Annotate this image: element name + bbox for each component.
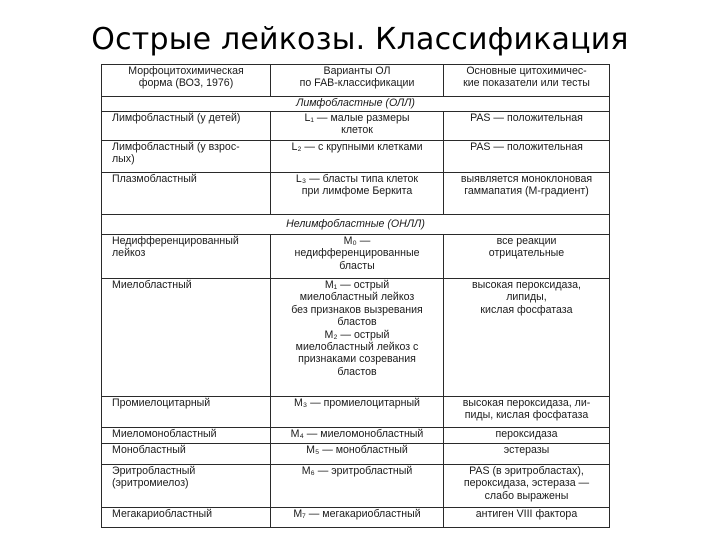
cell-text-line: Миелобластный [112, 279, 192, 291]
cell-text-line: PAS — положительная [470, 141, 583, 153]
cell-text-line: липиды, [506, 291, 547, 304]
cell-text-line: высокая пероксидаза, ли- [462, 397, 591, 409]
cell-fab-variant [271, 279, 444, 397]
header-cytochem-tests: Основные цитохимичес- кие показатели или тесты [444, 65, 610, 97]
cell-text-line: высокая пероксидаза, [471, 279, 581, 291]
cell-form [102, 508, 271, 528]
cell-cytochem-test [444, 465, 610, 508]
cell-fab-variant [271, 428, 444, 444]
cell-fab-variant [271, 508, 444, 528]
cell-form [102, 444, 271, 465]
cell-text-line: Плазмобластный [112, 173, 197, 185]
cell-fab-variant [271, 112, 444, 141]
cell-text-line: лых) [112, 153, 135, 166]
cell-cytochem-test [444, 444, 610, 465]
table-row [102, 279, 610, 397]
cell-cytochem-test [444, 235, 610, 279]
header-morph-form: Морфоцитохимическая форма (ВОЗ, 1976) [102, 65, 271, 97]
cell-text-line: M₂ — острый [324, 328, 390, 341]
cell-form [102, 465, 271, 508]
cell-text-line: без признаков вызревания [291, 303, 423, 316]
section-row-all [102, 97, 610, 112]
cell-fab-variant [271, 235, 444, 279]
cell-form [102, 397, 271, 428]
cell-text-line: пиды, кислая фосфатаза [464, 409, 589, 422]
cell-text-line: все реакции [496, 235, 557, 247]
cell-text-line: эстеразы [503, 444, 550, 456]
table-row [102, 465, 610, 508]
cell-text-line: при лимфоме Беркита [301, 185, 413, 198]
table-row [102, 141, 610, 173]
table-row [102, 235, 610, 279]
cell-form [102, 428, 271, 444]
cell-text-line: L₁ — малые размеры [304, 112, 410, 124]
cell-text-line: Лимфобластный (у взрос- [112, 141, 240, 153]
cell-text-line: Миеломонобластный [112, 428, 217, 440]
cell-text-line: Недифференцированный [112, 235, 239, 247]
cell-cytochem-test [444, 428, 610, 444]
cell-text-line: кислая фосфатаза [480, 303, 573, 316]
cell-text-line: пероксидаза, эстераза — [463, 477, 590, 490]
cell-cytochem-test [444, 397, 610, 428]
cell-form [102, 112, 271, 141]
cell-text-line: M₁ — острый [324, 279, 390, 291]
cell-text-line: M₄ — миеломонобластный [290, 428, 424, 440]
cell-text-line: бластов [337, 316, 377, 329]
cell-text-line: (эритромиелоз) [112, 477, 189, 490]
cell-text-line: бласты [339, 259, 375, 272]
cell-fab-variant [271, 444, 444, 465]
cell-text-line: миелобластный лейкоз [299, 291, 415, 304]
cell-text-line: бластов [337, 365, 377, 378]
table-row [102, 173, 610, 215]
cell-text-line: слабо выражены [484, 489, 569, 502]
cell-text-line: Эритробластный [112, 465, 196, 477]
cell-text-line: Монобластный [112, 444, 186, 456]
cell-text-line: клеток [341, 124, 373, 137]
cell-text-line: L₂ — с крупными клетками [291, 141, 423, 153]
cell-form [102, 173, 271, 215]
cell-text-line: гаммапатия (М-градиент) [464, 185, 589, 198]
cell-fab-variant [271, 465, 444, 508]
section-title-anll: Нелимфобластные (ОНЛЛ) [102, 215, 610, 235]
table-row [102, 444, 610, 465]
cell-cytochem-test [444, 508, 610, 528]
cell-text-line: лейкоз [112, 247, 146, 260]
cell-text-line: M₀ — [343, 235, 371, 247]
cell-text-line: M₆ — эритробластный [301, 465, 413, 477]
cell-text-line: PAS — положительная [470, 112, 583, 124]
cell-cytochem-test [444, 279, 610, 397]
cell-fab-variant [271, 141, 444, 173]
cell-cytochem-test [444, 112, 610, 141]
cell-text-line: M₃ — промиелоцитарный [294, 397, 420, 409]
table-row [102, 397, 610, 428]
header-fab-variants: Варианты ОЛ по FAB-классификации [271, 65, 444, 97]
table-row [102, 112, 610, 141]
table-row [102, 428, 610, 444]
cell-text-line: Лимфобластный (у детей) [112, 112, 241, 124]
cell-text-line: PAS (в эритробластах), [469, 465, 584, 477]
cell-cytochem-test [444, 141, 610, 173]
cell-text-line: недифференцированные [294, 247, 420, 260]
cell-text-line: L₃ — бласты типа клеток [295, 173, 419, 185]
cell-text-line: антиген VIII фактора [475, 508, 578, 520]
section-title-all: Лимфобластные (ОЛЛ) [102, 97, 610, 112]
cell-text-line: отрицательные [488, 247, 565, 260]
cell-text-line: миелобластный лейкоз с [295, 341, 419, 354]
table-row [102, 508, 610, 528]
cell-text-line: признаками созревания [298, 353, 416, 366]
cell-text-line: Мегакариобластный [112, 508, 213, 520]
cell-fab-variant [271, 397, 444, 428]
slide-title: Острые лейкозы. Классификация [91, 22, 629, 57]
cell-text-line: Промиелоцитарный [112, 397, 211, 409]
cell-form [102, 279, 271, 397]
header-row [102, 65, 610, 97]
classification-table [101, 64, 610, 528]
cell-form [102, 235, 271, 279]
cell-text-line: M₅ — монобластный [306, 444, 408, 456]
cell-form [102, 141, 271, 173]
cell-text-line: выявляется моноклоновая [460, 173, 593, 185]
section-row-anll [102, 215, 610, 235]
cell-text-line: M₇ — мегакариобластный [293, 508, 421, 520]
cell-cytochem-test [444, 173, 610, 215]
cell-text-line: пероксидаза [495, 428, 558, 440]
cell-fab-variant [271, 173, 444, 215]
